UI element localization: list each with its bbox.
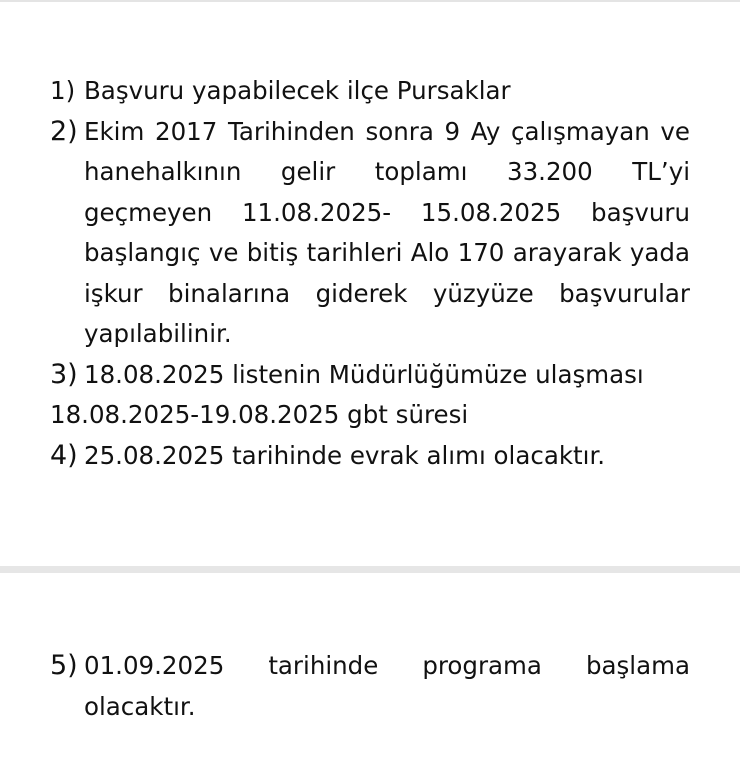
announcement-list-top	[50, 71, 690, 476]
item-number: 3)	[50, 358, 78, 390]
item-number: 2)	[50, 115, 78, 147]
item-number: 5)	[50, 650, 78, 681]
item-text: Başvuru yapabilecek ilçe Pursaklar	[84, 76, 511, 105]
item-text: Ekim 2017 Tarihinden sonra 9 Ay çalışmayan ve hanehalkının gelir toplamı 33.200 TL’yi geçmeyen 11.08.2025- 15.08.2025 başvuru başlangıç ve bitiş tarihleri Alo 170 arayarak yada işkur binalarına giderek yüzyüze başvurular yapılabilinir.	[84, 116, 690, 348]
item-number: 4)	[50, 439, 78, 471]
list-item-4	[50, 436, 690, 477]
top-divider	[0, 0, 740, 2]
item-text: 01.09.2025 tarihinde programa başlama olacaktır.	[84, 651, 690, 721]
list-item-3-continuation: 18.08.2025-19.08.2025 gbt süresi	[50, 400, 469, 429]
section-divider	[0, 566, 740, 573]
list-item-2	[50, 112, 690, 355]
list-item-1	[50, 71, 690, 112]
item-number: 1)	[50, 76, 76, 105]
item-text: 18.08.2025 listenin Müdürlüğümüze ulaşması	[84, 359, 644, 389]
list-item-5	[50, 646, 690, 727]
announcement-list-bottom	[50, 646, 690, 727]
list-item-3	[50, 355, 690, 396]
item-text: 25.08.2025 tarihinde evrak alımı olacaktır.	[84, 440, 606, 470]
